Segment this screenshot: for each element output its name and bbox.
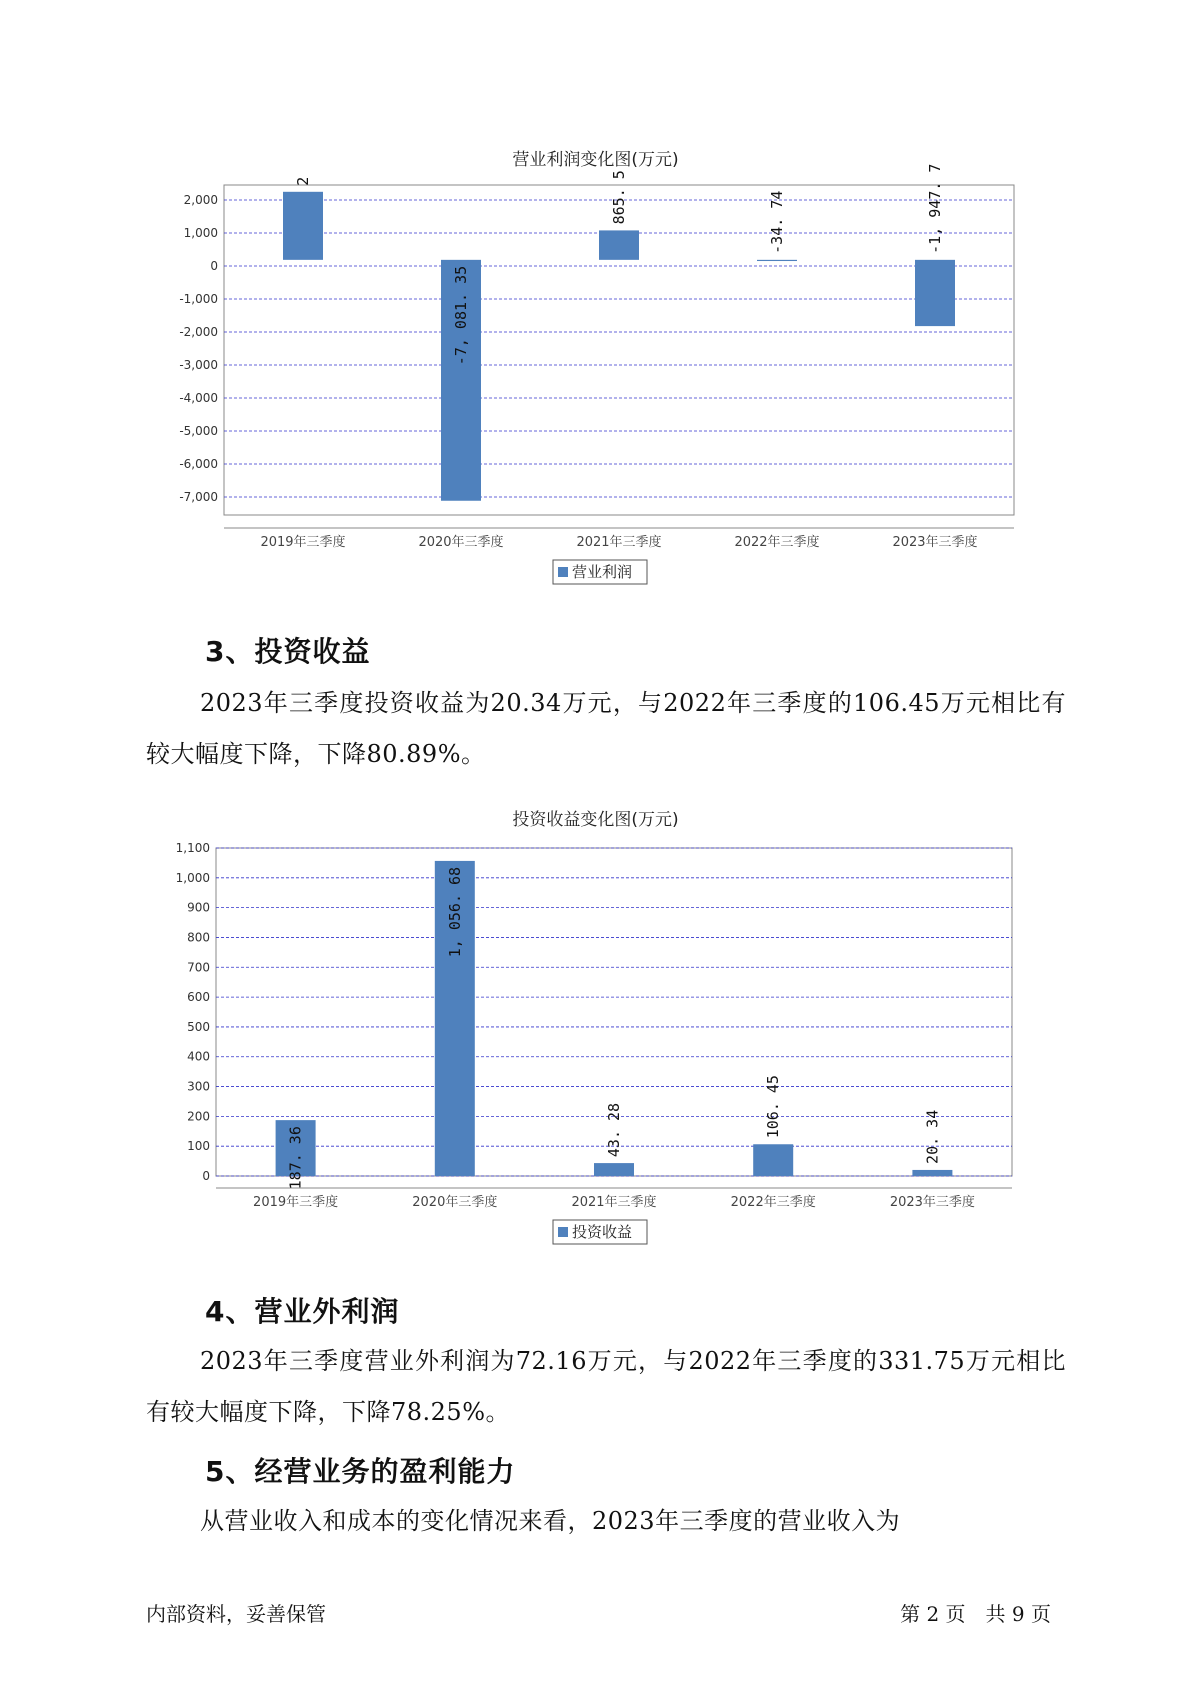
bar (912, 1170, 952, 1176)
data-label: 2 (294, 176, 312, 186)
section-4-paragraph: 2023年三季度营业外利润为72.16万元，与2022年三季度的331.75万元相比有较大幅度下降，下降78.25%。 (146, 1347, 1066, 1426)
y-tick-label: 300 (187, 1079, 210, 1094)
data-label: 43. 28 (605, 1102, 623, 1158)
footer-page-number: 第 2 页 共 9 页 (900, 1602, 1051, 1626)
data-label: 106. 45 (764, 1075, 783, 1139)
chart1-title: 营业利润变化图(万元) (512, 150, 679, 170)
bar (753, 1144, 793, 1176)
x-tick-label: 2019年三季度 (260, 535, 346, 550)
x-tick-label: 2021年三季度 (576, 535, 662, 550)
y-tick-label: 2,000 (183, 193, 218, 207)
section-4-heading: 4、营业外利润 (205, 1295, 400, 1328)
bar (594, 1163, 634, 1176)
legend-swatch (558, 1227, 568, 1237)
data-label: 20. 34 (923, 1109, 942, 1164)
legend-label: 营业利润 (572, 563, 633, 581)
section-3-heading: 3、投资收益 (205, 635, 371, 668)
y-tick-label: 600 (187, 990, 210, 1005)
y-tick-label: 400 (187, 1049, 210, 1064)
y-tick-label: -3,000 (179, 358, 218, 372)
y-tick-label: -2,000 (179, 325, 218, 339)
y-tick-label: 200 (187, 1109, 210, 1124)
y-tick-label: -1,000 (179, 292, 218, 306)
y-tick-label: -7,000 (179, 490, 218, 504)
y-tick-label: 0 (202, 1169, 210, 1184)
chart2-title: 投资收益变化图(万元) (512, 810, 679, 830)
y-tick-label: 500 (187, 1019, 210, 1034)
x-tick-label: 2019年三季度 (253, 1195, 339, 1210)
data-label: -34. 74 (768, 190, 786, 254)
footer-confidential: 内部资料，妥善保管 (146, 1602, 326, 1626)
section-5-heading: 5、经营业务的盈利能力 (205, 1455, 516, 1488)
x-tick-label: 2022年三季度 (730, 1195, 816, 1210)
x-tick-label: 2020年三季度 (412, 1195, 498, 1210)
section-5-paragraph: 从营业收入和成本的变化情况来看，2023年三季度的营业收入为 (200, 1507, 901, 1535)
y-tick-label: -5,000 (179, 424, 218, 438)
y-tick-label: 100 (187, 1139, 210, 1154)
y-tick-label: -4,000 (179, 391, 218, 405)
x-tick-label: 2023年三季度 (892, 535, 978, 550)
data-label: 865. 5 (610, 170, 628, 225)
y-tick-label: -6,000 (179, 457, 218, 471)
data-label: 187. 36 (286, 1126, 305, 1190)
data-label: 1, 056. 68 (445, 866, 464, 958)
y-tick-label: 900 (187, 900, 210, 915)
y-tick-label: 1,000 (183, 226, 218, 240)
y-tick-label: 0 (210, 259, 218, 273)
x-tick-label: 2023年三季度 (889, 1195, 975, 1210)
y-tick-label: 1,000 (175, 870, 210, 885)
x-tick-label: 2022年三季度 (734, 535, 820, 550)
section-3-paragraph: 2023年三季度投资收益为20.34万元，与2022年三季度的106.45万元相比有较大幅度下降，下降80.89%。 (146, 689, 1066, 768)
data-label: -7, 081. 35 (452, 265, 470, 366)
y-tick-label: 1,100 (175, 841, 210, 855)
data-label: -1, 947. 7 (926, 163, 944, 254)
x-tick-label: 2020年三季度 (418, 535, 504, 550)
x-tick-label: 2021年三季度 (571, 1195, 657, 1210)
y-tick-label: 700 (187, 960, 210, 975)
y-tick-label: 800 (187, 930, 210, 945)
legend-label: 投资收益 (572, 1223, 633, 1241)
